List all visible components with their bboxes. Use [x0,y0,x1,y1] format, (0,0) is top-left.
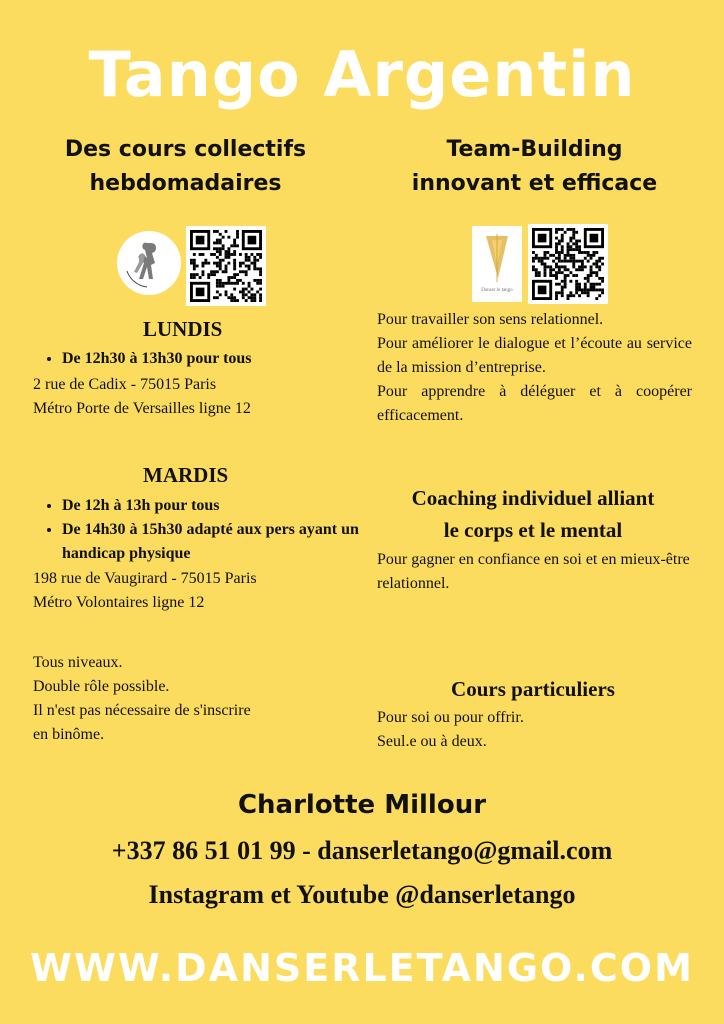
note-line: Double rôle possible. [33,678,170,695]
coaching-heading-line2: le corps et le mental [443,518,623,542]
schedule-item: • De 14h30 à 15h30 adapté aux pers ayant un handicap physique [62,518,362,566]
day-mardis: MARDIS [143,463,229,487]
instructor-name: Charlotte Millour [237,790,487,820]
mardis-address [33,567,353,615]
schedule-item: • De 12h30 à 13h30 pour tous [62,347,362,371]
course-notes [33,651,353,747]
schedule-item: • De 12h à 13h pour tous [62,494,362,518]
note-line: Il n'est pas nécessaire de s'inscrire [33,702,251,719]
right-heading-line2: innovant et efficace [411,171,658,196]
mardis-schedule-list [30,494,362,566]
note-line: en binôme. [33,726,105,743]
metro-line: Métro Volontaires ligne 12 [33,594,205,611]
cours-line: Seul.e ou à deux. [377,733,487,750]
left-column-heading [18,133,353,201]
team-line: Pour travailler son sens relationnel. [377,311,604,328]
coaching-description: Pour gagner en confiance en soi et en mieux-être relationnel. [377,551,690,592]
qr-code-icon [532,228,604,300]
team-building-description [377,308,692,428]
coaching-heading-line1: Coaching individuel alliant [411,486,655,510]
metro-line: Métro Porte de Versailles ligne 12 [33,400,251,417]
team-line: Pour apprendre à déléguer et à coopérer efficacement. [377,383,692,424]
qr-code-left[interactable] [186,226,266,306]
lundis-address [33,373,353,421]
dancing-couple-icon [117,231,181,295]
association-logo [117,231,181,295]
team-line: Pour améliorer le dialogue et l’écoute au service de la mission d’entreprise. [377,335,692,376]
cours-particuliers-heading: Cours particuliers [451,677,615,701]
cours-particuliers-description [377,706,692,754]
right-heading-line1: Team-Building [446,137,623,162]
danser-le-tango-logo-text: Danser le tango [481,288,513,293]
note-line: Tous niveaux. [33,654,123,671]
contact-info[interactable]: +337 86 51 01 99 - danserletango@gmail.com [111,836,613,865]
left-heading-line1: Des cours collectifs [64,137,307,162]
cours-line: Pour soi ou pour offrir. [377,709,524,726]
right-column-heading [372,133,697,201]
day-lundis: LUNDIS [143,317,223,341]
left-heading-line2: hebdomadaires [89,171,282,196]
website-link[interactable]: WWW.DANSERLETANGO.COM [30,946,694,990]
qr-code-right[interactable] [528,224,608,304]
coaching-heading [368,482,698,546]
lundis-schedule-list [30,347,362,371]
danser-le-tango-logo [472,226,522,302]
address-line: 2 rue de Cadix - 75015 Paris [33,376,217,393]
social-handles[interactable]: Instagram et Youtube @danserletango [148,880,576,909]
qr-code-icon [190,230,262,302]
poster-title: Tango Argentin [88,38,636,111]
address-line: 198 rue de Vaugirard - 75015 Paris [33,570,257,587]
